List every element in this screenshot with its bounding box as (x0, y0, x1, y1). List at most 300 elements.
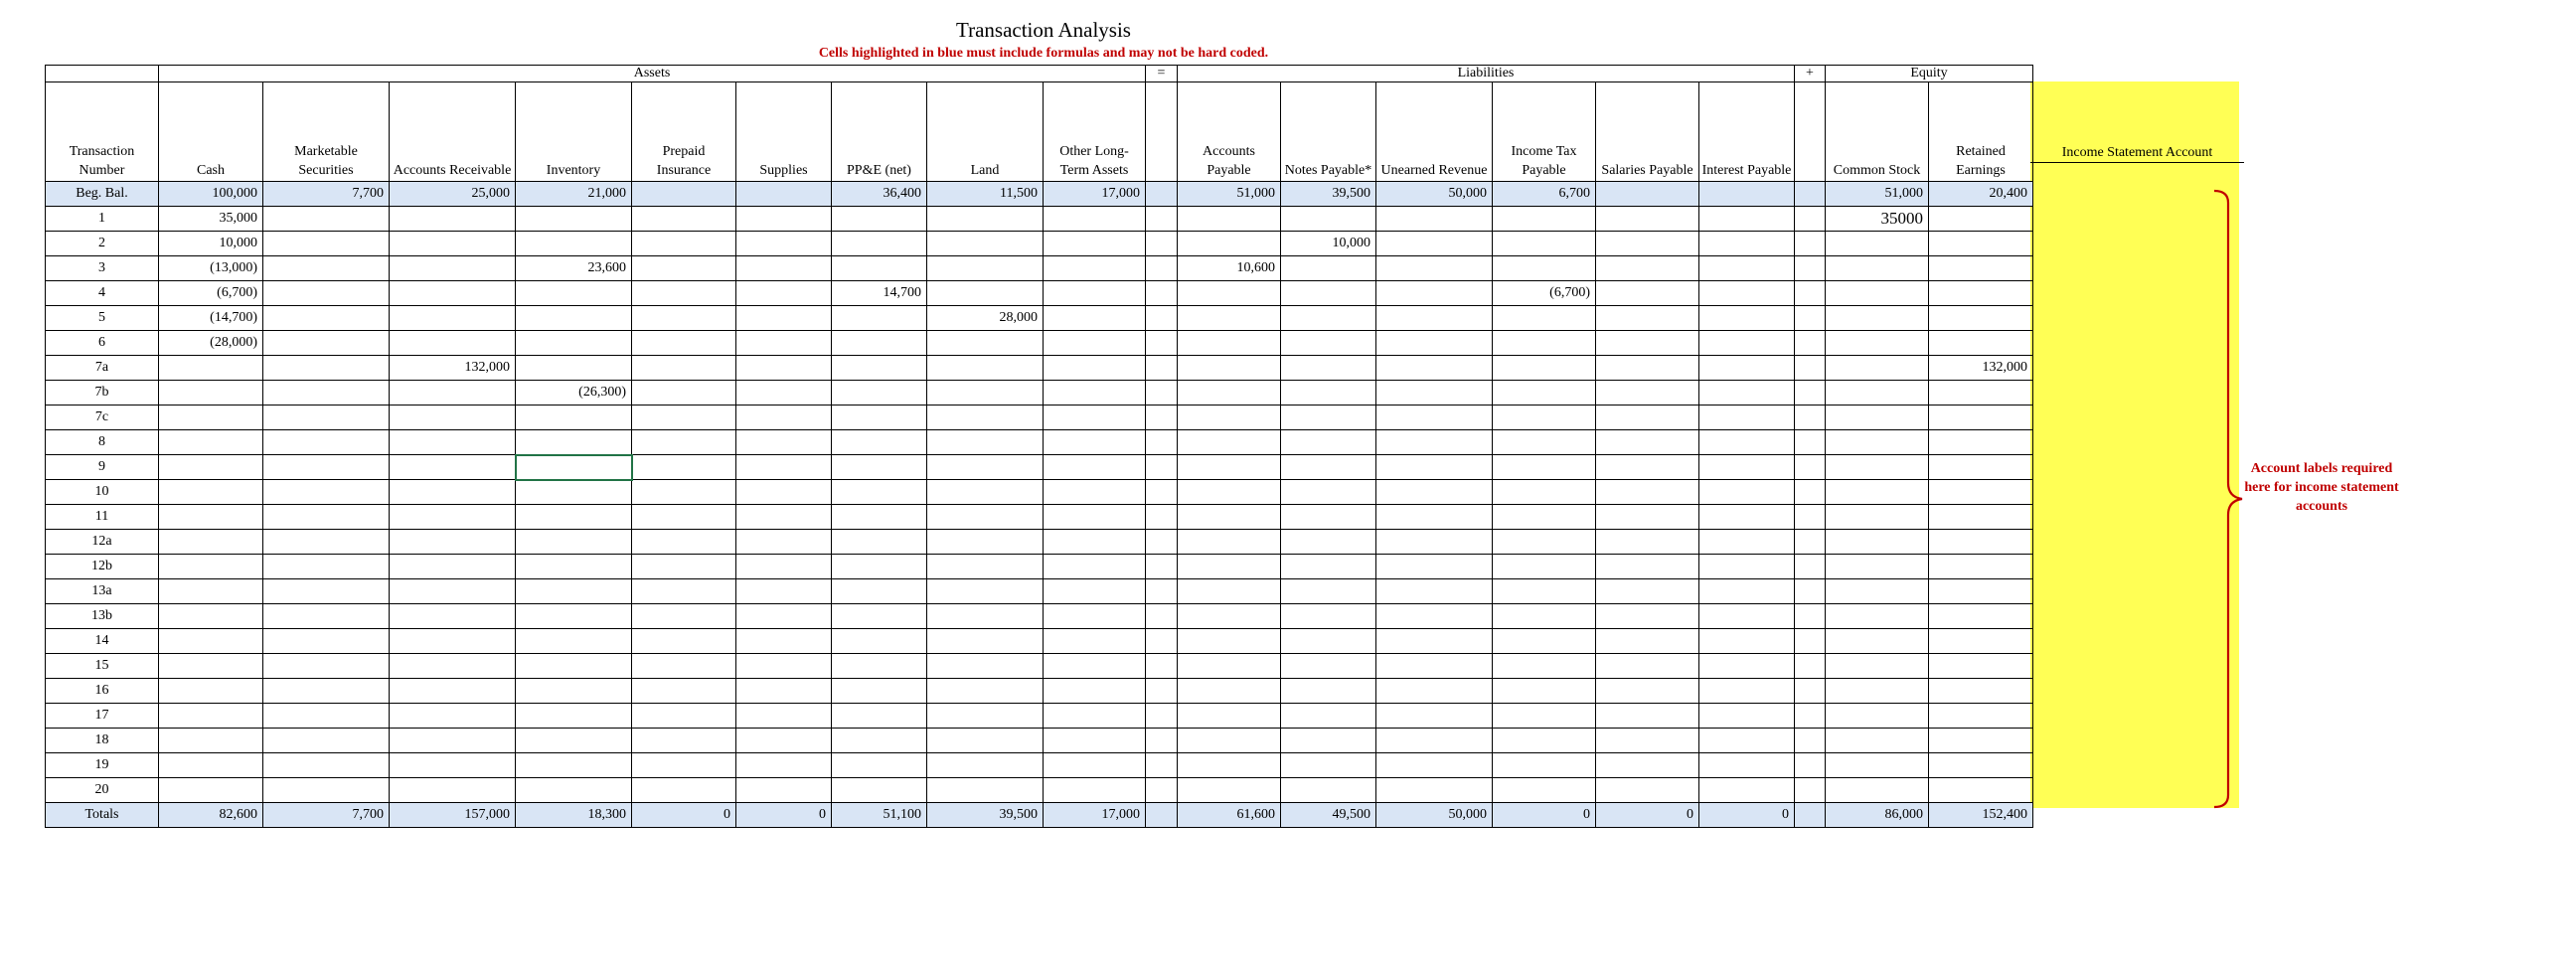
marketable-securities-cell[interactable] (263, 753, 390, 778)
accounts-receivable-cell[interactable] (390, 331, 516, 356)
land-cell[interactable] (927, 356, 1044, 381)
notes-payable-cell[interactable] (1281, 406, 1376, 430)
inventory-cell[interactable] (516, 455, 632, 480)
spacer-cell[interactable] (1795, 530, 1826, 555)
header-common-stock[interactable]: Common Stock (1826, 82, 1929, 182)
marketable-securities-cell[interactable] (263, 406, 390, 430)
supplies-cell[interactable] (736, 281, 832, 306)
marketable-securities-cell[interactable] (263, 505, 390, 530)
transaction-label-cell[interactable]: 7b (46, 381, 159, 406)
interest-payable-cell[interactable] (1699, 480, 1795, 505)
spacer-cell[interactable] (1795, 505, 1826, 530)
header-interest-payable[interactable]: Interest Payable (1699, 82, 1795, 182)
notes-payable-cell[interactable] (1281, 654, 1376, 679)
retained-earnings-cell[interactable] (1929, 555, 2033, 579)
common-stock-cell[interactable] (1826, 505, 1929, 530)
inventory-cell[interactable] (516, 704, 632, 729)
header-ppe-net[interactable]: PP&E (net) (832, 82, 927, 182)
accounts-payable-cell[interactable] (1178, 331, 1281, 356)
supplies-cell[interactable] (736, 406, 832, 430)
marketable-securities-cell[interactable] (263, 778, 390, 803)
prepaid-insurance-cell[interactable] (632, 430, 736, 455)
spacer-cell[interactable] (1146, 555, 1178, 579)
other-long-term-assets-cell[interactable] (1044, 704, 1146, 729)
land-cell[interactable]: 39,500 (927, 803, 1044, 828)
land-cell[interactable] (927, 729, 1044, 753)
spacer-cell[interactable] (1795, 306, 1826, 331)
ppe-net-cell[interactable] (832, 555, 927, 579)
other-long-term-assets-cell[interactable] (1044, 530, 1146, 555)
other-long-term-assets-cell[interactable] (1044, 430, 1146, 455)
land-cell[interactable]: 11,500 (927, 182, 1044, 207)
transaction-label-cell[interactable]: 13b (46, 604, 159, 629)
ppe-net-cell[interactable] (832, 679, 927, 704)
spacer-cell[interactable] (1795, 579, 1826, 604)
spacer-cell[interactable] (1146, 430, 1178, 455)
inventory-cell[interactable] (516, 331, 632, 356)
group-equity[interactable]: Equity (1826, 66, 2033, 82)
supplies-cell[interactable] (736, 704, 832, 729)
land-cell[interactable] (927, 331, 1044, 356)
other-long-term-assets-cell[interactable]: 17,000 (1044, 803, 1146, 828)
common-stock-cell[interactable]: 51,000 (1826, 182, 1929, 207)
other-long-term-assets-cell[interactable] (1044, 729, 1146, 753)
cash-cell[interactable] (159, 505, 263, 530)
notes-payable-cell[interactable]: 49,500 (1281, 803, 1376, 828)
cash-cell[interactable] (159, 753, 263, 778)
inventory-cell[interactable] (516, 753, 632, 778)
accounts-payable-cell[interactable] (1178, 778, 1281, 803)
cash-cell[interactable] (159, 729, 263, 753)
supplies-cell[interactable] (736, 356, 832, 381)
income-tax-payable-cell[interactable] (1493, 729, 1596, 753)
other-long-term-assets-cell[interactable] (1044, 480, 1146, 505)
land-cell[interactable] (927, 256, 1044, 281)
accounts-receivable-cell[interactable] (390, 555, 516, 579)
accounts-payable-cell[interactable] (1178, 729, 1281, 753)
common-stock-cell[interactable] (1826, 232, 1929, 256)
ppe-net-cell[interactable] (832, 604, 927, 629)
common-stock-cell[interactable] (1826, 604, 1929, 629)
spacer-cell[interactable] (1146, 182, 1178, 207)
interest-payable-cell[interactable] (1699, 430, 1795, 455)
notes-payable-cell[interactable] (1281, 207, 1376, 232)
prepaid-insurance-cell[interactable] (632, 629, 736, 654)
cash-cell[interactable]: 100,000 (159, 182, 263, 207)
spacer-cell[interactable] (1795, 629, 1826, 654)
header-prepaid-insurance[interactable]: Prepaid Insurance (632, 82, 736, 182)
inventory-cell[interactable] (516, 679, 632, 704)
cash-cell[interactable] (159, 654, 263, 679)
retained-earnings-cell[interactable] (1929, 778, 2033, 803)
interest-payable-cell[interactable] (1699, 704, 1795, 729)
ppe-net-cell[interactable] (832, 381, 927, 406)
marketable-securities-cell[interactable] (263, 679, 390, 704)
transaction-label-cell[interactable]: 15 (46, 654, 159, 679)
salaries-payable-cell[interactable] (1596, 232, 1699, 256)
ppe-net-cell[interactable] (832, 331, 927, 356)
spacer-cell[interactable] (1146, 729, 1178, 753)
unearned-revenue-cell[interactable] (1376, 306, 1493, 331)
ppe-net-cell[interactable] (832, 530, 927, 555)
income-tax-payable-cell[interactable] (1493, 505, 1596, 530)
supplies-cell[interactable] (736, 604, 832, 629)
ppe-net-cell[interactable]: 51,100 (832, 803, 927, 828)
spacer-cell[interactable] (1795, 455, 1826, 480)
transaction-label-cell[interactable]: 2 (46, 232, 159, 256)
spacer-cell[interactable] (1146, 232, 1178, 256)
interest-payable-cell[interactable] (1699, 530, 1795, 555)
salaries-payable-cell[interactable] (1596, 753, 1699, 778)
inventory-cell[interactable] (516, 406, 632, 430)
income-tax-payable-cell[interactable] (1493, 455, 1596, 480)
salaries-payable-cell[interactable] (1596, 182, 1699, 207)
common-stock-cell[interactable] (1826, 729, 1929, 753)
prepaid-insurance-cell[interactable] (632, 232, 736, 256)
transaction-label-cell[interactable]: Beg. Bal. (46, 182, 159, 207)
spacer-cell[interactable] (1795, 232, 1826, 256)
spacer-cell[interactable] (1146, 704, 1178, 729)
interest-payable-cell[interactable] (1699, 753, 1795, 778)
prepaid-insurance-cell[interactable] (632, 455, 736, 480)
retained-earnings-cell[interactable] (1929, 331, 2033, 356)
interest-payable-cell[interactable] (1699, 256, 1795, 281)
transaction-label-cell[interactable]: 12a (46, 530, 159, 555)
income-tax-payable-cell[interactable]: 6,700 (1493, 182, 1596, 207)
accounts-receivable-cell[interactable] (390, 480, 516, 505)
notes-payable-cell[interactable] (1281, 256, 1376, 281)
inventory-cell[interactable] (516, 356, 632, 381)
supplies-cell[interactable] (736, 654, 832, 679)
other-long-term-assets-cell[interactable] (1044, 455, 1146, 480)
inventory-cell[interactable] (516, 505, 632, 530)
income-tax-payable-cell[interactable] (1493, 530, 1596, 555)
interest-payable-cell[interactable] (1699, 629, 1795, 654)
group-blank-cell[interactable] (46, 66, 159, 82)
marketable-securities-cell[interactable] (263, 356, 390, 381)
supplies-cell[interactable] (736, 778, 832, 803)
notes-payable-cell[interactable] (1281, 729, 1376, 753)
ppe-net-cell[interactable] (832, 232, 927, 256)
accounts-payable-cell[interactable] (1178, 654, 1281, 679)
land-cell[interactable] (927, 753, 1044, 778)
spacer-cell[interactable] (1795, 803, 1826, 828)
supplies-cell[interactable] (736, 381, 832, 406)
accounts-receivable-cell[interactable] (390, 654, 516, 679)
notes-payable-cell[interactable] (1281, 753, 1376, 778)
income-tax-payable-cell[interactable] (1493, 356, 1596, 381)
ppe-net-cell[interactable] (832, 704, 927, 729)
income-tax-payable-cell[interactable] (1493, 704, 1596, 729)
group-assets[interactable]: Assets (159, 66, 1146, 82)
marketable-securities-cell[interactable] (263, 654, 390, 679)
land-cell[interactable] (927, 778, 1044, 803)
income-tax-payable-cell[interactable] (1493, 406, 1596, 430)
spacer-cell[interactable] (1146, 480, 1178, 505)
other-long-term-assets-cell[interactable] (1044, 555, 1146, 579)
spacer-cell[interactable] (1146, 579, 1178, 604)
interest-payable-cell[interactable] (1699, 207, 1795, 232)
other-long-term-assets-cell[interactable] (1044, 281, 1146, 306)
land-cell[interactable]: 28,000 (927, 306, 1044, 331)
marketable-securities-cell[interactable] (263, 455, 390, 480)
interest-payable-cell[interactable] (1699, 679, 1795, 704)
notes-payable-cell[interactable] (1281, 281, 1376, 306)
land-cell[interactable] (927, 654, 1044, 679)
header-gap[interactable] (1795, 82, 1826, 182)
unearned-revenue-cell[interactable] (1376, 530, 1493, 555)
transaction-label-cell[interactable]: 10 (46, 480, 159, 505)
cash-cell[interactable] (159, 381, 263, 406)
retained-earnings-cell[interactable] (1929, 455, 2033, 480)
interest-payable-cell[interactable]: 0 (1699, 803, 1795, 828)
common-stock-cell[interactable] (1826, 256, 1929, 281)
supplies-cell[interactable] (736, 555, 832, 579)
unearned-revenue-cell[interactable] (1376, 207, 1493, 232)
cash-cell[interactable]: (6,700) (159, 281, 263, 306)
prepaid-insurance-cell[interactable] (632, 555, 736, 579)
marketable-securities-cell[interactable]: 7,700 (263, 803, 390, 828)
ppe-net-cell[interactable]: 14,700 (832, 281, 927, 306)
retained-earnings-cell[interactable] (1929, 579, 2033, 604)
prepaid-insurance-cell[interactable] (632, 480, 736, 505)
transaction-label-cell[interactable]: 1 (46, 207, 159, 232)
retained-earnings-cell[interactable] (1929, 306, 2033, 331)
salaries-payable-cell[interactable] (1596, 778, 1699, 803)
land-cell[interactable] (927, 530, 1044, 555)
notes-payable-cell[interactable] (1281, 530, 1376, 555)
common-stock-cell[interactable] (1826, 579, 1929, 604)
unearned-revenue-cell[interactable] (1376, 331, 1493, 356)
accounts-receivable-cell[interactable] (390, 530, 516, 555)
prepaid-insurance-cell[interactable] (632, 530, 736, 555)
salaries-payable-cell[interactable] (1596, 430, 1699, 455)
header-other-long-term-assets[interactable]: Other Long-Term Assets (1044, 82, 1146, 182)
accounts-payable-cell[interactable] (1178, 232, 1281, 256)
spacer-cell[interactable] (1795, 679, 1826, 704)
other-long-term-assets-cell[interactable] (1044, 356, 1146, 381)
other-long-term-assets-cell[interactable] (1044, 306, 1146, 331)
ppe-net-cell[interactable] (832, 654, 927, 679)
transaction-label-cell[interactable]: 7a (46, 356, 159, 381)
header-gap[interactable] (1146, 82, 1178, 182)
common-stock-cell[interactable] (1826, 629, 1929, 654)
marketable-securities-cell[interactable] (263, 207, 390, 232)
income-tax-payable-cell[interactable] (1493, 381, 1596, 406)
accounts-receivable-cell[interactable] (390, 430, 516, 455)
inventory-cell[interactable]: 23,600 (516, 256, 632, 281)
transaction-label-cell[interactable]: 19 (46, 753, 159, 778)
spacer-cell[interactable] (1795, 430, 1826, 455)
prepaid-insurance-cell[interactable] (632, 256, 736, 281)
income-tax-payable-cell[interactable] (1493, 306, 1596, 331)
unearned-revenue-cell[interactable]: 50,000 (1376, 803, 1493, 828)
interest-payable-cell[interactable] (1699, 356, 1795, 381)
other-long-term-assets-cell[interactable] (1044, 579, 1146, 604)
spacer-cell[interactable] (1795, 331, 1826, 356)
interest-payable-cell[interactable] (1699, 406, 1795, 430)
income-tax-payable-cell[interactable] (1493, 778, 1596, 803)
ppe-net-cell[interactable] (832, 729, 927, 753)
salaries-payable-cell[interactable] (1596, 207, 1699, 232)
accounts-receivable-cell[interactable] (390, 778, 516, 803)
other-long-term-assets-cell[interactable]: 17,000 (1044, 182, 1146, 207)
marketable-securities-cell[interactable] (263, 306, 390, 331)
group-liabilities[interactable]: Liabilities (1178, 66, 1795, 82)
income-tax-payable-cell[interactable] (1493, 480, 1596, 505)
retained-earnings-cell[interactable] (1929, 281, 2033, 306)
cash-cell[interactable] (159, 704, 263, 729)
unearned-revenue-cell[interactable] (1376, 729, 1493, 753)
interest-payable-cell[interactable] (1699, 455, 1795, 480)
transaction-label-cell[interactable]: 14 (46, 629, 159, 654)
unearned-revenue-cell[interactable] (1376, 555, 1493, 579)
ppe-net-cell[interactable] (832, 430, 927, 455)
other-long-term-assets-cell[interactable] (1044, 604, 1146, 629)
income-tax-payable-cell[interactable]: (6,700) (1493, 281, 1596, 306)
spacer-cell[interactable] (1146, 356, 1178, 381)
other-long-term-assets-cell[interactable] (1044, 753, 1146, 778)
header-transaction-number[interactable]: Transaction Number (46, 82, 159, 182)
salaries-payable-cell[interactable] (1596, 555, 1699, 579)
spacer-cell[interactable] (1795, 207, 1826, 232)
spacer-cell[interactable] (1146, 753, 1178, 778)
common-stock-cell[interactable] (1826, 356, 1929, 381)
unearned-revenue-cell[interactable] (1376, 505, 1493, 530)
cash-cell[interactable]: 10,000 (159, 232, 263, 256)
notes-payable-cell[interactable] (1281, 331, 1376, 356)
unearned-revenue-cell[interactable] (1376, 629, 1493, 654)
header-marketable-securities[interactable]: Marketable Securities (263, 82, 390, 182)
supplies-cell[interactable] (736, 207, 832, 232)
supplies-cell[interactable] (736, 331, 832, 356)
spacer-cell[interactable] (1795, 356, 1826, 381)
transaction-label-cell[interactable]: 3 (46, 256, 159, 281)
interest-payable-cell[interactable] (1699, 778, 1795, 803)
notes-payable-cell[interactable] (1281, 306, 1376, 331)
retained-earnings-cell[interactable] (1929, 430, 2033, 455)
spacer-cell[interactable] (1795, 654, 1826, 679)
salaries-payable-cell[interactable] (1596, 604, 1699, 629)
land-cell[interactable] (927, 629, 1044, 654)
supplies-cell[interactable] (736, 480, 832, 505)
cash-cell[interactable]: 82,600 (159, 803, 263, 828)
retained-earnings-cell[interactable] (1929, 679, 2033, 704)
common-stock-cell[interactable] (1826, 480, 1929, 505)
inventory-cell[interactable] (516, 778, 632, 803)
accounts-receivable-cell[interactable] (390, 753, 516, 778)
income-tax-payable-cell[interactable] (1493, 331, 1596, 356)
inventory-cell[interactable] (516, 281, 632, 306)
prepaid-insurance-cell[interactable] (632, 679, 736, 704)
prepaid-insurance-cell[interactable] (632, 381, 736, 406)
common-stock-cell[interactable] (1826, 406, 1929, 430)
interest-payable-cell[interactable] (1699, 381, 1795, 406)
retained-earnings-cell[interactable] (1929, 232, 2033, 256)
common-stock-cell[interactable] (1826, 530, 1929, 555)
spacer-cell[interactable] (1146, 530, 1178, 555)
supplies-cell[interactable] (736, 455, 832, 480)
land-cell[interactable] (927, 381, 1044, 406)
retained-earnings-cell[interactable] (1929, 729, 2033, 753)
spacer-cell[interactable] (1795, 704, 1826, 729)
accounts-payable-cell[interactable] (1178, 306, 1281, 331)
prepaid-insurance-cell[interactable] (632, 604, 736, 629)
salaries-payable-cell[interactable] (1596, 654, 1699, 679)
transaction-label-cell[interactable]: 17 (46, 704, 159, 729)
header-salaries-payable[interactable]: Salaries Payable (1596, 82, 1699, 182)
spacer-cell[interactable] (1795, 480, 1826, 505)
transaction-label-cell[interactable]: 7c (46, 406, 159, 430)
land-cell[interactable] (927, 555, 1044, 579)
accounts-payable-cell[interactable] (1178, 406, 1281, 430)
land-cell[interactable] (927, 281, 1044, 306)
income-tax-payable-cell[interactable] (1493, 604, 1596, 629)
accounts-receivable-cell[interactable] (390, 629, 516, 654)
accounts-receivable-cell[interactable] (390, 281, 516, 306)
cash-cell[interactable] (159, 480, 263, 505)
common-stock-cell[interactable]: 86,000 (1826, 803, 1929, 828)
cash-cell[interactable] (159, 356, 263, 381)
notes-payable-cell[interactable] (1281, 629, 1376, 654)
accounts-receivable-cell[interactable] (390, 406, 516, 430)
inventory-cell[interactable] (516, 480, 632, 505)
notes-payable-cell[interactable] (1281, 381, 1376, 406)
income-tax-payable-cell[interactable] (1493, 430, 1596, 455)
spacer-cell[interactable] (1146, 505, 1178, 530)
transaction-label-cell[interactable]: 13a (46, 579, 159, 604)
retained-earnings-cell[interactable]: 152,400 (1929, 803, 2033, 828)
retained-earnings-cell[interactable] (1929, 381, 2033, 406)
unearned-revenue-cell[interactable] (1376, 232, 1493, 256)
ppe-net-cell[interactable] (832, 778, 927, 803)
spacer-cell[interactable] (1795, 281, 1826, 306)
common-stock-cell[interactable] (1826, 331, 1929, 356)
accounts-payable-cell[interactable] (1178, 455, 1281, 480)
common-stock-cell[interactable] (1826, 455, 1929, 480)
marketable-securities-cell[interactable] (263, 530, 390, 555)
ppe-net-cell[interactable] (832, 256, 927, 281)
land-cell[interactable] (927, 679, 1044, 704)
prepaid-insurance-cell[interactable] (632, 704, 736, 729)
ppe-net-cell[interactable] (832, 505, 927, 530)
supplies-cell[interactable] (736, 629, 832, 654)
spacer-cell[interactable] (1146, 803, 1178, 828)
other-long-term-assets-cell[interactable] (1044, 679, 1146, 704)
spacer-cell[interactable] (1146, 381, 1178, 406)
land-cell[interactable] (927, 704, 1044, 729)
supplies-cell[interactable] (736, 430, 832, 455)
cash-cell[interactable] (159, 604, 263, 629)
inventory-cell[interactable]: 21,000 (516, 182, 632, 207)
cash-cell[interactable] (159, 679, 263, 704)
spacer-cell[interactable] (1795, 406, 1826, 430)
unearned-revenue-cell[interactable] (1376, 455, 1493, 480)
interest-payable-cell[interactable] (1699, 729, 1795, 753)
inventory-cell[interactable] (516, 530, 632, 555)
marketable-securities-cell[interactable] (263, 555, 390, 579)
accounts-payable-cell[interactable] (1178, 679, 1281, 704)
prepaid-insurance-cell[interactable] (632, 505, 736, 530)
income-tax-payable-cell[interactable]: 0 (1493, 803, 1596, 828)
cash-cell[interactable] (159, 455, 263, 480)
salaries-payable-cell[interactable]: 0 (1596, 803, 1699, 828)
marketable-securities-cell[interactable] (263, 232, 390, 256)
marketable-securities-cell[interactable]: 7,700 (263, 182, 390, 207)
transaction-label-cell[interactable]: 20 (46, 778, 159, 803)
supplies-cell[interactable] (736, 579, 832, 604)
spacer-cell[interactable] (1146, 207, 1178, 232)
